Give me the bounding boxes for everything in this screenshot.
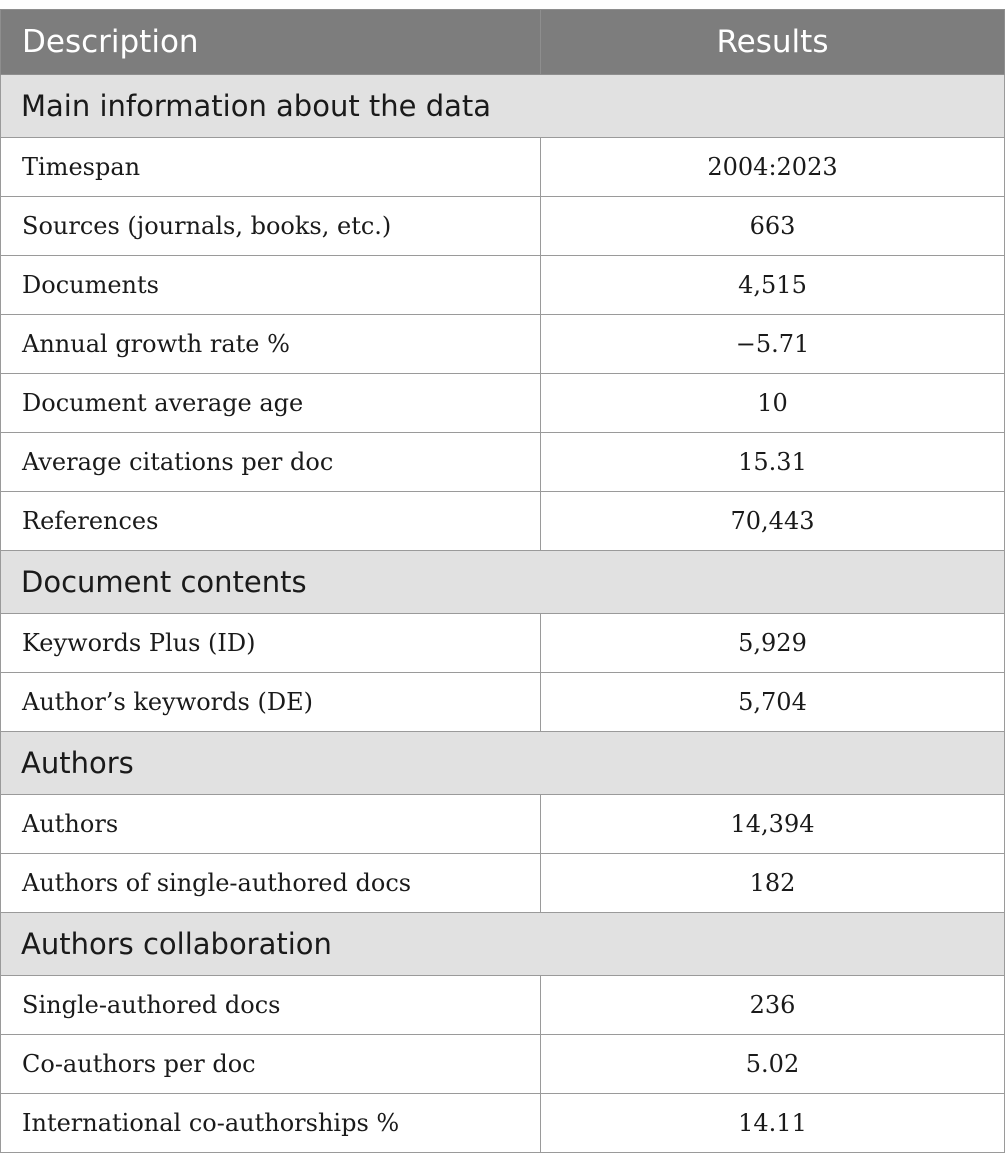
row-label: International co-authorships % <box>1 1094 541 1153</box>
table-row <box>1 976 1005 1035</box>
section-row-authors <box>1 732 1005 795</box>
results-table-container <box>0 9 1004 1153</box>
results-table <box>0 9 1005 1153</box>
row-label: Authors <box>1 795 541 854</box>
row-label: Keywords Plus (ID) <box>1 614 541 673</box>
row-value: 10 <box>541 374 1005 433</box>
row-value: 14,394 <box>541 795 1005 854</box>
row-label: Authors of single-authored docs <box>1 854 541 913</box>
table-row <box>1 197 1005 256</box>
row-value: 182 <box>541 854 1005 913</box>
row-label: Co-authors per doc <box>1 1035 541 1094</box>
table-row <box>1 138 1005 197</box>
section-title: Document contents <box>1 551 1005 614</box>
row-label: References <box>1 492 541 551</box>
table-row <box>1 256 1005 315</box>
table-row <box>1 1035 1005 1094</box>
row-value: 2004:2023 <box>541 138 1005 197</box>
row-label: Timespan <box>1 138 541 197</box>
table-row <box>1 614 1005 673</box>
row-label: Annual growth rate % <box>1 315 541 374</box>
row-label: Sources (journals, books, etc.) <box>1 197 541 256</box>
table-row <box>1 374 1005 433</box>
table-row <box>1 492 1005 551</box>
section-row-document-contents <box>1 551 1005 614</box>
section-row-authors-collaboration <box>1 913 1005 976</box>
row-label: Document average age <box>1 374 541 433</box>
header-results: Results <box>541 10 1005 75</box>
table-row <box>1 433 1005 492</box>
row-value: 5,929 <box>541 614 1005 673</box>
section-title: Main information about the data <box>1 75 1005 138</box>
header-description: Description <box>1 10 541 75</box>
row-value: 236 <box>541 976 1005 1035</box>
row-value: 14.11 <box>541 1094 1005 1153</box>
row-value: 5,704 <box>541 673 1005 732</box>
row-value: 663 <box>541 197 1005 256</box>
table-row <box>1 1094 1005 1153</box>
row-label: Average citations per doc <box>1 433 541 492</box>
row-value: 4,515 <box>541 256 1005 315</box>
table-row <box>1 315 1005 374</box>
table-row <box>1 854 1005 913</box>
row-value: 15.31 <box>541 433 1005 492</box>
row-label: Documents <box>1 256 541 315</box>
table-row <box>1 795 1005 854</box>
section-row-main-information <box>1 75 1005 138</box>
row-label: Single-authored docs <box>1 976 541 1035</box>
table-row <box>1 673 1005 732</box>
row-value: 5.02 <box>541 1035 1005 1094</box>
section-title: Authors collaboration <box>1 913 1005 976</box>
row-value: −5.71 <box>541 315 1005 374</box>
row-label: Author’s keywords (DE) <box>1 673 541 732</box>
row-value: 70,443 <box>541 492 1005 551</box>
section-title: Authors <box>1 732 1005 795</box>
header-row <box>1 10 1005 75</box>
